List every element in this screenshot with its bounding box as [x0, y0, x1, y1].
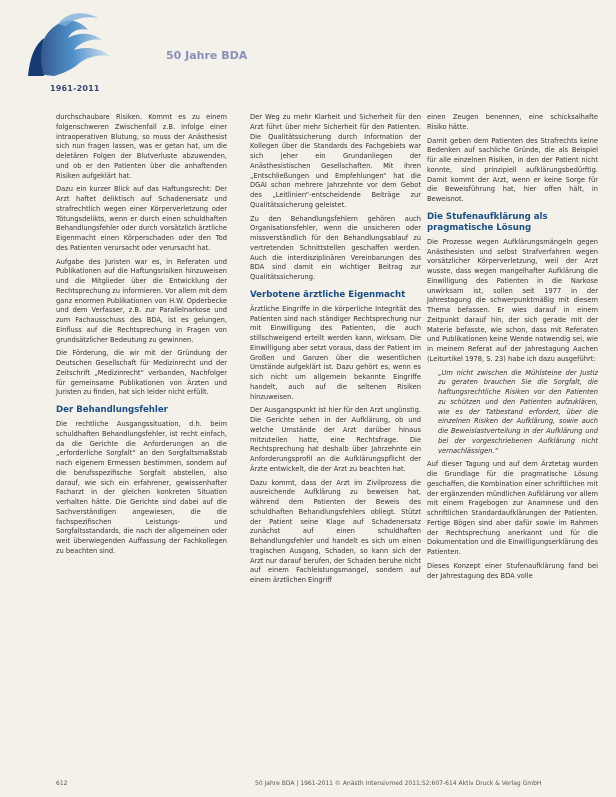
text-column-1: [56, 113, 227, 561]
section-heading-eigenmacht: Verbotene ärztliche Eigenmacht: [250, 289, 406, 300]
paragraph: Die Förderung, die wir mit der Gründung der Deutschen Gesellschaft für Medizinrecht und der Zeitschrift „Medizinrecht“ verbanden, Nachfolger für gemeinsame Publikationen von Ärzten und Juristen zu finden, hat sich leider nicht erfüllt.: [56, 349, 227, 397]
paragraph: Dazu ein kurzer Blick auf das Haftungsrecht: Der Arzt haftet deliktisch auf Schadenersatz und strafrechtlich wegen einer Körperverletzung oder Tötungsdelikts, wenn er durch einen schuldhaften Behandlungsfehler oder durch vorsätzlich ärztliche Eigenmacht einen Körperschaden oder den Tod des Patienten verursacht oder verursacht hat.: [56, 185, 227, 252]
section-heading-stufenaufklaerung: Die Stufenaufklärung als pragmatische Lösung: [427, 211, 548, 233]
paragraph: Der Ausgangspunkt ist hier für den Arzt ungünstig. Die Gerichte sehen in der Aufklärung, ob und welche Umstände der Arzt darüber hinaus mitzuteilen hatte, eine Rechtsfrage. Die Rechtsprechung hat deshalb über Jahrzehnte ein Anforderungsprofil an die Aufklärungspflicht der Ärzte entwickelt, die der Arzt zu beachten hat.: [250, 406, 421, 473]
paragraph: Damit geben dem Patienten des Strafrechts keine Bedenken auf sachliche Gründe, die als Beispiel für alle einzelnen Risiken, in den der Patient nicht konnte, sind prinzipiell aufklärungsbedürftig. Damit kommt der Arzt, wenn er keine Sorge für die Beweisführung hat, hier offen hält, in Beweisnot.: [427, 136, 598, 203]
paragraph: einen Zeugen benennen, eine schicksalhafte Risiko hätte.: [427, 113, 598, 131]
paragraph: Die Prozesse wegen Aufklärungsmängeln gegen Anästhesisten und selbst Strafverfahren wegen vorsätzlicher Körperverletzung, weil der Arzt wusste, dass wegen mangelhafter Aufklärung die Einwilligung des Patienten in die Narkose unwirksam ist, sollen seit 1977 in der Jahrestagung die schwerpunktmäßig mit diesem Thema befassen. Er wies darauf in einem Zeitpunkt darauf hin, der sich gerade mit der Materie befasste, wie schon, dass mit Referaten und Publikationen keine Wende notwendig sei, wie in meinem Referat auf der Jahrestagung Aachen (Leiturtikel 1978, S. 23) habe ich dazu ausgeführt:: [427, 237, 598, 363]
paragraph: Die rechtliche Ausgangssituation, d.h. beim schuldhaften Behandlungsfehler, ist recht einfach, da die Gerichte die Anforderungen an die „erforderliche Sorgfalt“ an den Sorgfaltsmaßstab nach eigenem Ermessen bestimmen, sondern auf die berufsspezifische Sorgfalt abstellen, also darauf, wie sich ein erfahrener, gewissenhafter Facharzt in der gleichen konkreten Situation verhalten hätte. Die Gerichte sind dabei auf die Sachverständigen angewiesen, die die fachspezifischen Leistungs- und Sorgfaltsstandards, die nach der allgemeinen oder weit überwiegenden Auffassung der Fachkollegen zu beachten sind.: [56, 420, 227, 555]
block-quote: „Um nicht zwischen die Mühlsteine der Justiz zu geraten brauchen Sie die Sorgfalt, die haftungsrechtliche Risiken vor den Patienten zu schützen und den Patienten aufzuklären, wie es der Tatbestand erfordert, über die einzelnen Risiken der Aufklärung, sowie auch die Beweislastverteilung in der Aufklärung und bei der vorgeschriebenen Aufklärung nicht vernachlässigen.“: [438, 368, 598, 455]
paragraph: Dazu kommt, dass der Arzt im Zivilprozess die ausreichende Aufklärung zu beweisen hat, während dem Patienten der Beweis des schuldhaften Behandlungsfehlers obliegt. Stützt der Patient seine Klage auf Schadenersatz zunächst auf einen schuldhaften Behandlungsfehler und handelt es sich um einen tragischen Ausgang, Schaden, so kann sich der Arzt nur darauf berufen, der Schaden beruhe nicht auf einem Fachleistungsmangel, sondern auf einem ärztlichen Eingriff: [250, 478, 421, 584]
paragraph: Zu den Behandlungsfehlern gehören auch Organisationsfehler, wenn die unsicheren oder missverständlich für den Behandlungsablauf zu vertretenden Schnittstellen geschaffen werden. Auch die interdisziplinären Vereinbarungen des BDA sind damit ein wichtiger Beitrag zur Qualitätssicherung.: [250, 214, 421, 281]
paragraph: durchschaubare Risiken. Kommt es zu einem folgenschweren Zwischenfall z.B. infolge einer intraoperativen Blutung, so muss der Anästhesist sich nun fragen lassen, was er getan hat, um die deletären Folgen der Blutverluste abzuwenden, und ob er den Patienten über die anhaftenden Risiken aufgeklärt hat.: [56, 113, 227, 180]
paragraph: Ärztliche Eingriffe in die körperliche Integrität des Patienten sind nach ständiger Rechtsprechung nur mit Einwilligung des Patienten, die auch stillschweigend erteilt werden kann, wirksam. Die Einwilligung aber setzt voraus, dass der Patient im Großen und Ganzen über die wesentlichen Umstände aufgeklärt ist. Dazu gehört es, wenn es sich nicht um allgemein bekannte Eingriffe handelt, auch auf die seltenen Risiken hinzuweisen.: [250, 304, 421, 401]
bda-anniversary-logo: [14, 8, 162, 100]
logo-years: 1961-2011: [50, 84, 100, 93]
page-number: 612: [56, 780, 68, 787]
page-footer: [0, 780, 616, 792]
paragraph: Dieses Konzept einer Stufenaufklärung fand bei der Jahrestagung des BDA volle: [427, 561, 598, 580]
text-column-2: [250, 113, 421, 590]
page-header-title: 50 Jahre BDA: [166, 49, 248, 62]
footer-citation: 50 Jahre BDA | 1961-2011 © Anästh Intensivmed 2011;52:607-614 Aktiv Druck & Verlag GmbH: [255, 780, 542, 787]
paragraph: Aufgabe des Juristen war es, in Referaten und Publikationen auf die Haftungsrisiken hinzuweisen und die Mitglieder über die Entwicklung der Rechtsprechung zu informieren. Vor allem mit dem ganz enormen Publikationen von H.W. Opderbecke und dem Verfasser, z.B. zur Parallelnarkose und zum Fachausschuss des BDA, ist es gelungen, Einfluss auf die Rechtsprechung in Fragen von grundsätzlicher Bedeutung zu gewinnen.: [56, 257, 227, 344]
text-column-3: [427, 113, 598, 585]
paragraph: Der Weg zu mehr Klarheit und Sicherheit für den Arzt führt über mehr Sicherheit für den Patienten. Die Qualitätssicherung durch Information der Kollegen über die Standards des Fachgebiets war sich jeher ein Grundanliegen der Anästhesistischen Gesellschaften. Mit ihren „Entschließungen und Empfehlungen“ hat die DGAI schon mehrere Jahrzehnte vor dem Gebot des „Leitlinien“-entscheidende Beiträge zur Qualitätssicherung geleistet.: [250, 113, 421, 209]
section-heading-behandlungsfehler: Der Behandlungsfehler: [56, 405, 168, 415]
paragraph: Auf dieser Tagung und auf dem Ärztetag wurden die Grundlage für die pragmatische Lösung geschaffen, die Kombination einer schriftlichen mit der ergänzenden mündlichen Aufklärung vor allem mit einem Fragebogen zur Anamnese und den schriftlichen Standardaufklärungen der Patienten. Fertige Bögen sind aber dafür sowie im Rahmen der Rechtsprechung anerkannt und für die Dokumentation und die Einwilligungserklärung des Patienten.: [427, 460, 598, 556]
wing-logo-icon: [14, 8, 154, 78]
